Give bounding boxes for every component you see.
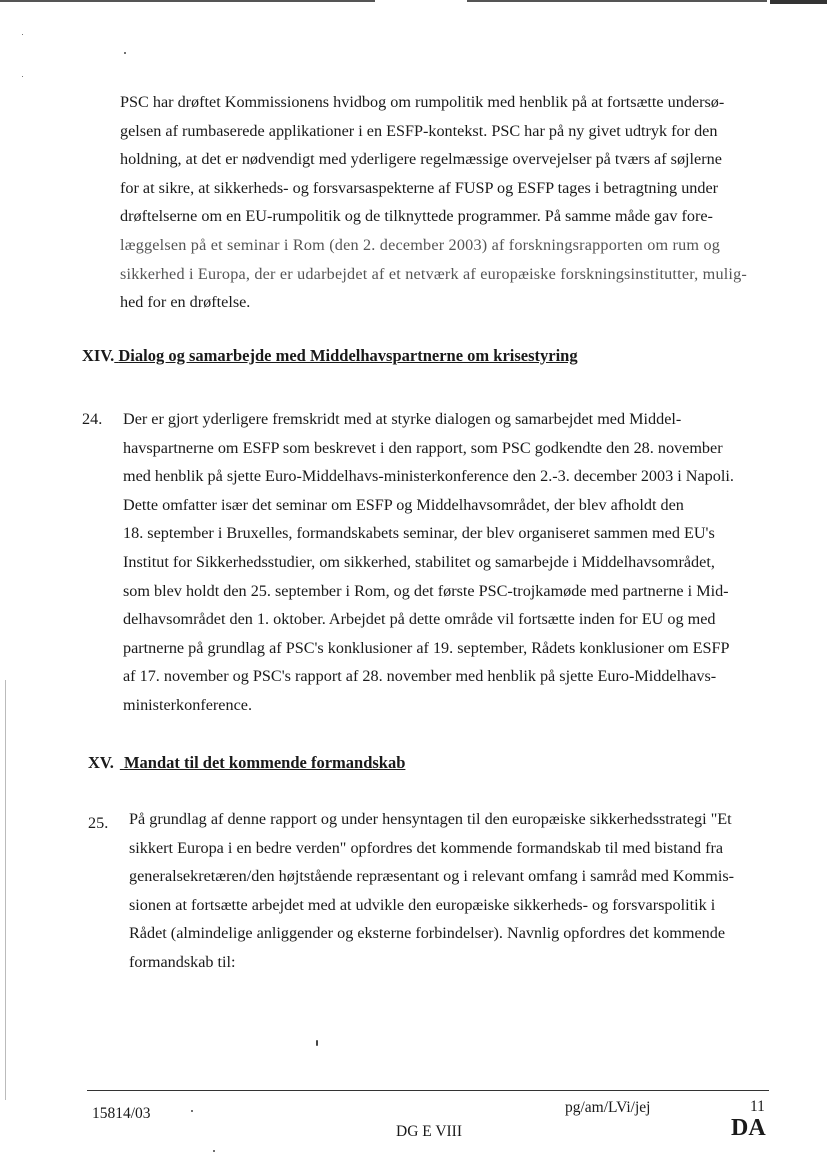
paragraph-line: partnerne på grundlag af PSC's konklusioner af 19. september, Rådets konklusioner om ESFP [123, 638, 730, 657]
paragraph-line: generalsekretæren/den højtstående repræsentant og i relevant omfang i samråd med Kommis- [129, 867, 735, 886]
paragraph-line: sikkerhed i Europa, der er udarbejdet af et netværk af europæiske forskningsinstitutter, mulig- [120, 264, 748, 283]
footer-rule [87, 1090, 769, 1091]
document-number: 15814/03 [92, 1105, 151, 1122]
section-heading-xv [88, 753, 405, 773]
language-code: DA [731, 1115, 766, 1141]
scan-speck [22, 76, 23, 77]
intro-paragraph [120, 88, 747, 317]
paragraph-number: 24. [82, 410, 103, 428]
paragraph-line: formandskab til: [129, 952, 236, 971]
paragraph-line: sionen at fortsætte arbejdet med at udvikle den europæiske sikkerheds- og forsvarspolitik i [129, 895, 716, 914]
paragraph-line: læggelsen på et seminar i Rom (den 2. december 2003) af forskningsrapporten om rum og [120, 235, 721, 254]
paragraph-line: som blev holdt den 25. september i Rom, og det første PSC-trojkamøde med partnerne i Mid- [123, 581, 729, 600]
paragraph-line: 18. september i Bruxelles, formandskabets seminar, der blev organiseret sammen med EU's [123, 524, 715, 543]
section-title: Mandat til det kommende formandskab [123, 753, 406, 772]
paragraph-line: for at sikre, at sikkerheds- og forsvarsaspekterne af FUSP og ESFP tages i betragtning under [120, 178, 719, 197]
page-number: 11 [750, 1098, 765, 1115]
paragraph-line: sikkert Europa i en bedre verden" opfordres det kommende formandskab til med bistand fra [129, 838, 724, 857]
paragraph-line: gelsen af rumbaserede applikationer i en ESFP-kontekst. PSC har på ny givet udtryk for den [120, 121, 718, 140]
scan-speck [22, 34, 23, 35]
paragraph-25 [129, 805, 734, 977]
scan-speck [316, 1040, 318, 1046]
paragraph-line: På grundlag af denne rapport og under hensyntagen til den europæiske sikkerhedsstrategi "Et [129, 810, 732, 828]
paragraph-line: Rådet (almindelige anliggender og eksterne forbindelser). Navnlig opfordres det kommende [129, 924, 726, 943]
scan-speck [124, 52, 126, 54]
scan-speck [213, 1150, 215, 1152]
paragraph-line: af 17. november og PSC's rapport af 28. november med henblik på sjette Euro-Middelhavs- [123, 667, 717, 686]
paragraph-line: med henblik på sjette Euro-Middelhavs-ministerkonference den 2.-3. december 2003 i Napoli. [123, 467, 734, 486]
paragraph-line: hed for en drøftelse. [120, 293, 251, 312]
scan-speck [191, 1110, 193, 1112]
scan-margin-line [5, 680, 6, 1100]
scan-edge-line [770, 0, 827, 4]
section-numeral: XIV. [82, 346, 115, 365]
paragraph-line: holdning, at det er nødvendigt med yderligere regelmæssige overvejelser på tværs af søjlerne [120, 150, 722, 169]
scan-edge-line [0, 0, 375, 2]
author-initials: pg/am/LVi/jej [565, 1099, 651, 1116]
paragraph-line: Institut for Sikkerhedsstudier, om sikkerhed, stabilitet og samarbejde i Middelhavsområdet, [123, 552, 715, 571]
paragraph-line: drøftelserne om en EU-rumpolitik og de tilknyttede programmer. På samme måde gav fore- [120, 207, 713, 226]
paragraph-number: 25. [88, 814, 109, 832]
section-numeral: XV. [88, 753, 114, 772]
section-heading-xiv [82, 346, 578, 366]
directorate: DG E VIII [396, 1123, 463, 1140]
paragraph-line: havspartnerne om ESFP som beskrevet i den rapport, som PSC godkendte den 28. november [123, 438, 723, 457]
paragraph-24 [123, 405, 734, 720]
scan-edge-line [467, 0, 767, 2]
paragraph-line: Der er gjort yderligere fremskridt med at styrke dialogen og samarbejdet med Middel- [123, 410, 682, 428]
paragraph-line: PSC har drøftet Kommissionens hvidbog om rumpolitik med henblik på at fortsætte undersø- [120, 93, 725, 111]
paragraph-line: Dette omfatter især det seminar om ESFP og Middelhavsområdet, der blev afholdt den [123, 495, 684, 514]
paragraph-line: ministerkonference. [123, 695, 252, 714]
paragraph-line: delhavsområdet den 1. oktober. Arbejdet på dette område vil fortsætte inden for EU og med [123, 610, 716, 629]
section-title: Dialog og samarbejde med Middelhavspartnerne om krisestyring [118, 346, 578, 365]
